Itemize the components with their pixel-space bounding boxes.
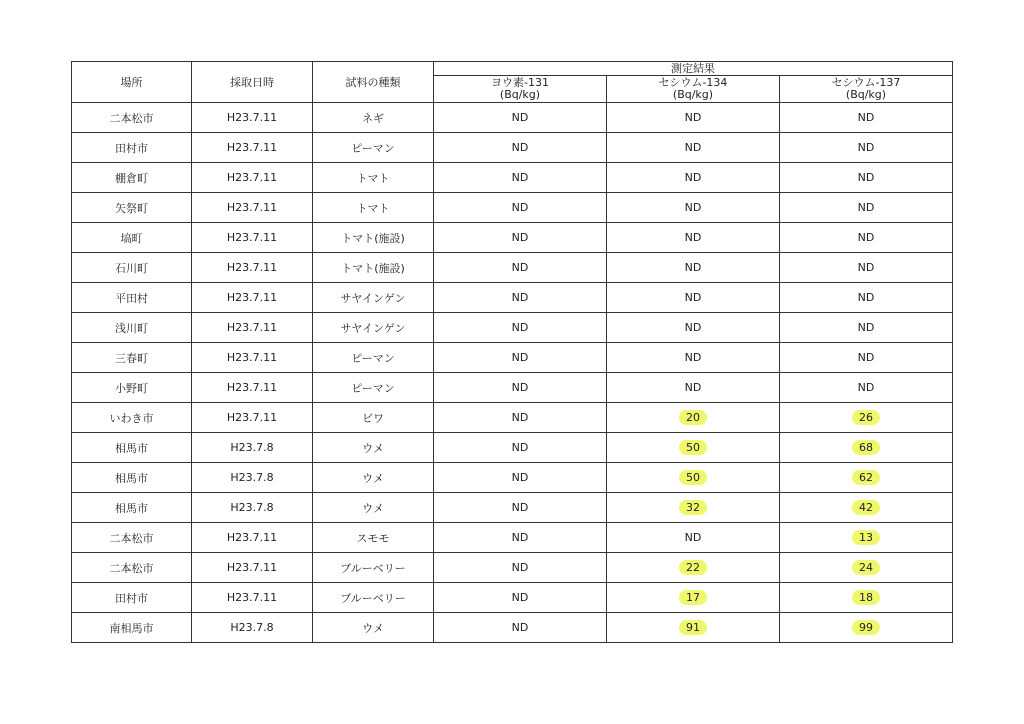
cesium134-cell [607,193,780,223]
place-cell [72,553,192,583]
cesium137-cell-value: ND [857,231,875,244]
date-cell-value: H23.7.11 [226,531,278,544]
iodine131-cell [434,313,607,343]
iodine131-cell-value: ND [511,141,529,154]
date-cell [192,373,313,403]
cesium134-cell-value: ND [684,111,702,124]
iodine131-cell-value: ND [511,351,529,364]
place-cell [72,283,192,313]
cesium134-cell [607,313,780,343]
date-cell-value: H23.7.11 [226,171,278,184]
iodine131-cell [434,373,607,403]
place-cell [72,523,192,553]
sample-cell [313,193,434,223]
iodine131-cell [434,283,607,313]
place-cell-value: 田村市 [115,591,148,605]
date-cell-value: H23.7.11 [226,231,278,244]
place-cell-value: 田村市 [115,141,148,155]
cesium137-cell [780,433,953,463]
cesium137-cell-value: ND [857,261,875,274]
date-header: 採取日時 [192,62,313,103]
cesium137-cell [780,373,953,403]
cesium137-cell [780,523,953,553]
cesium134-cell [607,493,780,523]
iodine131-cell [434,553,607,583]
place-cell-value: 二本松市 [109,111,154,125]
table-row [72,193,953,223]
table-row [72,373,953,403]
place-cell-value: 石川町 [115,261,148,275]
date-cell-value: H23.7.11 [226,561,278,574]
sample-cell [313,463,434,493]
sample-cell-value: サヤインゲン [340,291,406,305]
cesium137-cell-value: 68 [852,440,880,455]
table-row [72,523,953,553]
iodine131-cell [434,403,607,433]
date-cell-value: H23.7.11 [226,141,278,154]
cesium137-cell [780,553,953,583]
cesium137-cell [780,283,953,313]
sample-cell-value: スモモ [356,531,390,545]
place-cell-value: 平田村 [115,291,148,305]
iodine131-cell [434,433,607,463]
sample-cell-value: ピーマン [351,351,395,365]
place-cell [72,613,192,643]
place-cell-value: 二本松市 [109,531,154,545]
sample-cell-value: トマト(施設) [341,231,405,245]
date-cell [192,583,313,613]
table-row [72,163,953,193]
table-row [72,553,953,583]
cesium134-cell-value: ND [684,321,702,334]
iodine131-cell-value: ND [511,591,529,604]
cesium137-cell [780,133,953,163]
iodine131-cell-value: ND [511,471,529,484]
cesium134-cell-value: ND [684,351,702,364]
sample-cell-value: ウメ [362,621,384,635]
sample-cell [313,103,434,133]
date-cell [192,163,313,193]
place-cell-value: 三春町 [115,351,148,365]
iodine131-cell-value: ND [511,561,529,574]
cesium134-cell [607,223,780,253]
sample-cell [313,613,434,643]
iodine131-cell-value: ND [511,621,529,634]
cesium137-cell [780,403,953,433]
date-cell [192,493,313,523]
sample-cell-value: トマト [356,201,390,215]
place-cell [72,343,192,373]
table-row [72,433,953,463]
cesium134-cell [607,253,780,283]
iodine131-header [434,76,607,103]
sample-cell-value: ブルーベリー [340,561,406,575]
table-row [72,103,953,133]
date-cell [192,313,313,343]
sample-cell-value: トマト [356,171,390,185]
sample-cell [313,343,434,373]
table-row [72,403,953,433]
place-cell-value: 矢祭町 [115,201,148,215]
date-cell-value: H23.7.11 [226,411,278,424]
table-row [72,283,953,313]
iodine131-cell-value: ND [511,501,529,514]
date-cell [192,433,313,463]
table-row [72,133,953,163]
place-cell-value: 塙町 [120,231,143,245]
sample-cell [313,283,434,313]
iodine131-cell [434,493,607,523]
cesium134-cell [607,133,780,163]
iodine131-cell [434,223,607,253]
cesium134-cell [607,163,780,193]
iodine131-label: ヨウ素-131 [491,76,549,89]
cesium134-cell-value: ND [684,531,702,544]
date-cell [192,403,313,433]
date-cell [192,283,313,313]
cesium137-cell-value: ND [857,141,875,154]
place-cell [72,103,192,133]
sample-cell-value: サヤインゲン [340,321,406,335]
place-cell [72,163,192,193]
cesium137-cell-value: 24 [852,560,880,575]
cesium137-cell [780,253,953,283]
date-cell [192,523,313,553]
cesium137-cell [780,343,953,373]
cesium134-cell-value: ND [684,171,702,184]
cesium137-cell [780,493,953,523]
iodine131-cell [434,583,607,613]
cesium137-header [780,76,953,103]
iodine131-cell-value: ND [511,381,529,394]
place-cell [72,373,192,403]
place-cell [72,463,192,493]
cesium134-cell-value: ND [684,381,702,394]
iodine131-cell-value: ND [511,321,529,334]
table-row [72,463,953,493]
date-cell-value: H23.7.11 [226,111,278,124]
iodine131-cell-value: ND [511,261,529,274]
cesium134-cell [607,583,780,613]
place-cell-value: 相馬市 [115,471,148,485]
iodine131-cell [434,193,607,223]
cesium134-cell [607,553,780,583]
sample-cell [313,493,434,523]
cesium137-cell [780,163,953,193]
place-cell [72,433,192,463]
cesium137-cell-value: ND [857,321,875,334]
measurement-results-table [71,61,953,643]
cesium137-cell-value: 62 [852,470,880,485]
cesium137-cell [780,223,953,253]
cesium134-cell [607,283,780,313]
cesium137-cell [780,613,953,643]
cesium134-cell-value: 22 [679,560,707,575]
cesium137-cell [780,463,953,493]
sample-cell [313,373,434,403]
sample-cell-value: ビワ [362,411,384,425]
iodine131-cell-value: ND [511,291,529,304]
table-row [72,583,953,613]
sample-cell [313,583,434,613]
sample-cell [313,133,434,163]
cesium134-unit: (Bq/kg) [672,88,714,101]
place-cell-value: 南相馬市 [109,621,154,635]
cesium134-cell-value: 20 [679,410,707,425]
sample-cell-value: ピーマン [351,141,395,155]
date-cell-value: H23.7.11 [226,201,278,214]
cesium137-cell [780,193,953,223]
date-cell-value: H23.7.11 [226,291,278,304]
date-cell [192,613,313,643]
iodine131-cell [434,343,607,373]
sample-cell [313,163,434,193]
iodine131-unit: (Bq/kg) [499,88,541,101]
iodine131-cell-value: ND [511,411,529,424]
cesium134-label: セシウム-134 [658,76,728,89]
place-header: 場所 [72,62,192,103]
sample-cell [313,433,434,463]
place-cell-value: いわき市 [109,411,154,425]
place-cell [72,403,192,433]
iodine131-cell [434,133,607,163]
iodine131-cell [434,613,607,643]
iodine131-cell-value: ND [511,231,529,244]
place-cell [72,223,192,253]
sample-cell [313,523,434,553]
table-row [72,343,953,373]
place-cell [72,253,192,283]
cesium134-cell [607,523,780,553]
iodine131-cell-value: ND [511,171,529,184]
date-cell-value: H23.7.8 [230,441,274,454]
iodine131-cell-value: ND [511,531,529,544]
table-row [72,223,953,253]
table-row [72,613,953,643]
cesium137-cell-value: 99 [852,620,880,635]
sample-cell [313,553,434,583]
iodine131-cell [434,253,607,283]
date-cell-value: H23.7.8 [230,471,274,484]
date-cell [192,553,313,583]
cesium134-cell-value: 91 [679,620,707,635]
iodine131-cell-value: ND [511,441,529,454]
sample-cell-value: ピーマン [351,381,395,395]
cesium137-cell-value: 42 [852,500,880,515]
date-cell-value: H23.7.11 [226,381,278,394]
sample-cell-value: ブルーベリー [340,591,406,605]
iodine131-cell [434,463,607,493]
cesium134-cell-value: 32 [679,500,707,515]
place-cell [72,313,192,343]
table-row [72,313,953,343]
date-cell [192,343,313,373]
cesium134-cell-value: ND [684,201,702,214]
date-cell-value: H23.7.8 [230,501,274,514]
sample-cell [313,313,434,343]
cesium134-cell-value: ND [684,261,702,274]
sample-cell-value: ウメ [362,441,384,455]
place-cell-value: 小野町 [115,381,148,395]
cesium137-cell [780,313,953,343]
measurement-sheet [71,61,952,643]
cesium134-cell [607,463,780,493]
date-cell [192,253,313,283]
cesium134-cell [607,373,780,403]
cesium137-cell-value: ND [857,201,875,214]
place-cell-value: 相馬市 [115,501,148,515]
cesium134-cell [607,433,780,463]
cesium137-cell-value: 13 [852,530,880,545]
cesium134-cell-value: ND [684,291,702,304]
cesium137-cell-value: ND [857,351,875,364]
cesium137-unit: (Bq/kg) [845,88,887,101]
date-cell-value: H23.7.11 [226,261,278,274]
cesium137-cell-value: ND [857,171,875,184]
place-cell [72,493,192,523]
cesium137-label: セシウム-137 [831,76,901,89]
iodine131-cell [434,103,607,133]
table-row [72,493,953,523]
place-cell-value: 棚倉町 [115,171,148,185]
cesium137-cell-value: 18 [852,590,880,605]
cesium134-cell [607,613,780,643]
cesium137-cell [780,583,953,613]
table-header [72,62,953,103]
cesium134-cell-value: ND [684,231,702,244]
sample-cell-value: ネギ [362,111,384,125]
sample-cell [313,223,434,253]
sample-cell [313,253,434,283]
place-cell [72,133,192,163]
date-cell-value: H23.7.11 [226,591,278,604]
cesium137-cell-value: ND [857,381,875,394]
date-cell-value: H23.7.8 [230,621,274,634]
cesium137-cell-value: ND [857,111,875,124]
sample-cell-value: ウメ [362,471,384,485]
place-cell-value: 二本松市 [109,561,154,575]
cesium134-cell-value: ND [684,141,702,154]
cesium134-cell [607,403,780,433]
table-row [72,253,953,283]
cesium137-cell [780,103,953,133]
iodine131-cell-value: ND [511,201,529,214]
date-cell [192,133,313,163]
date-cell-value: H23.7.11 [226,351,278,364]
sample-cell-value: トマト(施設) [341,261,405,275]
cesium137-cell-value: ND [857,291,875,304]
table-body [72,103,953,643]
sample-cell [313,403,434,433]
date-cell [192,193,313,223]
cesium134-cell-value: 17 [679,590,707,605]
date-cell [192,223,313,253]
cesium134-cell-value: 50 [679,440,707,455]
iodine131-cell [434,523,607,553]
iodine131-cell-value: ND [511,111,529,124]
place-cell-value: 浅川町 [115,321,148,335]
cesium134-cell [607,103,780,133]
place-cell [72,583,192,613]
cesium134-cell [607,343,780,373]
cesium134-cell-value: 50 [679,470,707,485]
sample-header: 試料の種類 [313,62,434,103]
iodine131-cell [434,163,607,193]
date-cell-value: H23.7.11 [226,321,278,334]
place-cell-value: 相馬市 [115,441,148,455]
cesium137-cell-value: 26 [852,410,880,425]
date-cell [192,103,313,133]
date-cell [192,463,313,493]
sample-cell-value: ウメ [362,501,384,515]
results-group-header: 測定結果 [434,62,953,76]
cesium134-header [607,76,780,103]
place-cell [72,193,192,223]
